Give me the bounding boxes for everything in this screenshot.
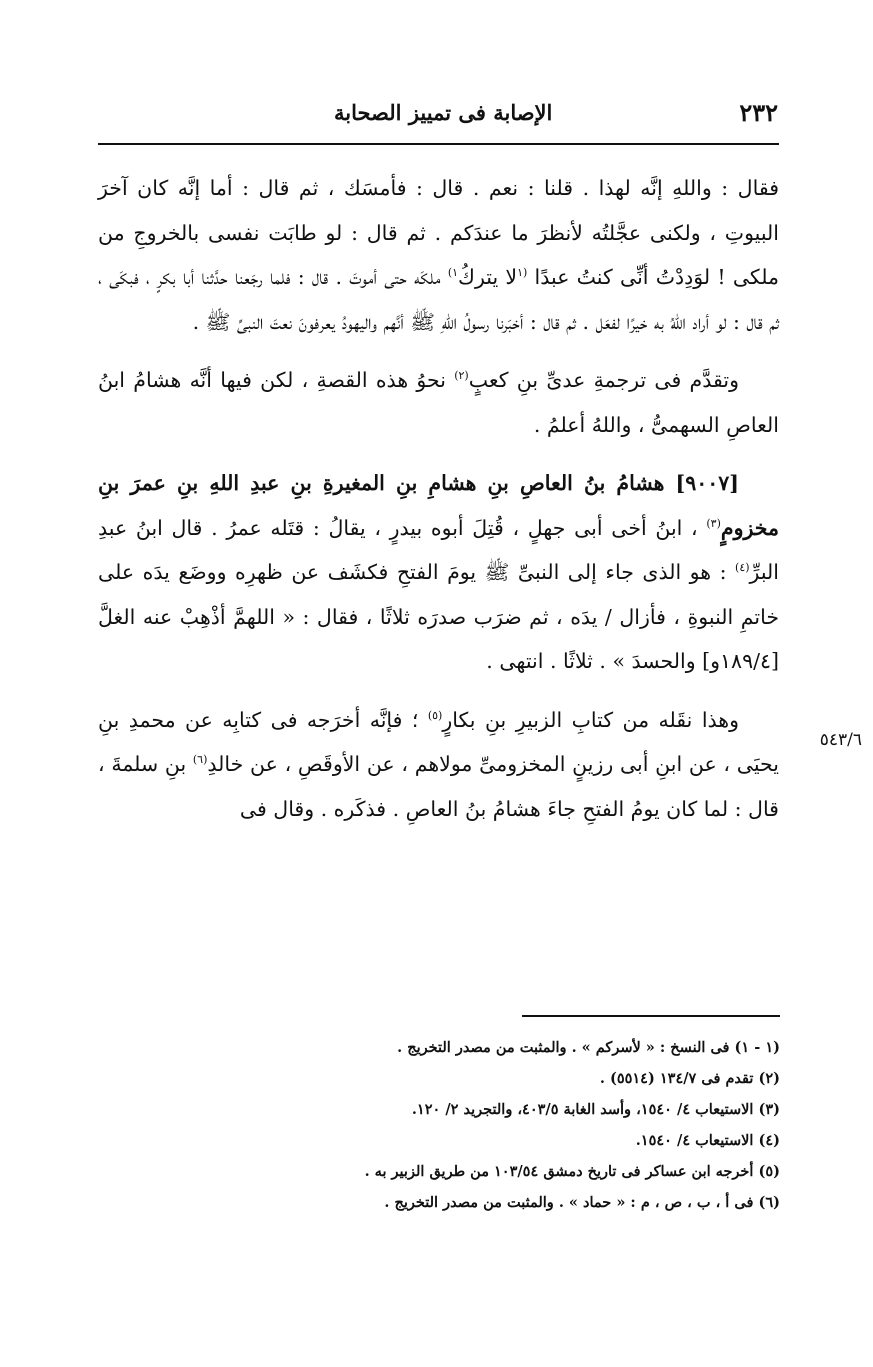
footnote-marker: ١) (447, 266, 459, 280)
paragraph-4 (98, 698, 779, 832)
main-text (98, 166, 779, 845)
footnote-marker: (٤) (735, 561, 750, 575)
footnotes (200, 1032, 780, 1218)
running-title: الإصابة فى تمييز الصحابة (334, 99, 553, 125)
footnote: (٤) الاستيعاب ٤/ ١٥٤٠. (635, 1132, 780, 1149)
text-run: ، ابنُ أخى أبى جهلٍ ، قُتِلَ أبوه بيدرٍ ، يقالُ : قتَله عمرُ . قال ابنُ عبدِ البرِّ (98, 515, 779, 584)
footnote-marker: (٢) (454, 369, 469, 383)
margin-reference: ٥٤٣/٦ (819, 730, 862, 750)
footnote-rule (522, 1015, 780, 1017)
paragraph-1 (98, 166, 779, 344)
footnote-marker: (١ (517, 266, 528, 280)
text-run: ؛ فإنَّه أخرَجه فى كتابِه عن محمدِ بنِ يحيَى ، عن ابنِ أبى رزينٍ المخزومىِّ مولاهم ، عن الأوقَصِ ، عن خالدِ (98, 707, 779, 776)
footnote: (٣) الاستيعاب ٤/ ١٥٤٠، وأسد الغابة ٤٠٣/٥، والتجريد ٢/ ١٢٠. (411, 1101, 780, 1118)
footnote: (١ - ١) فى النسخ : « لأسركم » . والمثبت من مصدر التخريج . (397, 1039, 780, 1056)
text-run: وتقدَّم فى ترجمةِ عدىِّ بنِ كعبٍ (468, 368, 739, 392)
header-rule (98, 143, 779, 145)
footnote-marker: (٦) (192, 753, 208, 767)
page-header (98, 92, 778, 132)
text-run: نحوُ هذه القصةِ ، لكن فيها أنَّه هشامُ ابنُ العاصِ السهمىُّ ، واللهُ أعلمُ . (98, 368, 779, 437)
text-run: : هو الذى جاء إلى النبىِّ ﷺ يومَ الفتحِ فكشَف عن ظهرِه ووضَع يدَه على خاتمِ النبوةِ ، فأزال / يدَه ، ثم ضرَب صدرَه ثلاثًا ، فقال : « اللهمَّ أذْهِبْ عنه الغلَّ [١٨٩/٤و] والحسدَ » . ثلاثًا . انتهى . (98, 560, 779, 673)
page-number: ٢٣٢ (739, 97, 778, 127)
footnote-marker: (٣) (706, 516, 721, 530)
text-run: وهذا نقَله من كتابِ الزبيرِ بنِ بكارٍ (442, 707, 739, 732)
footnote: (٢) تقدم فى ١٣٤/٧ (٥٥١٤) . (599, 1070, 780, 1087)
text-run: بنِ سلمةَ ، قال : لما كان يومُ الفتحِ جاءَ هشامُ بنُ العاصِ . فذكَره . وقال فى (98, 752, 779, 821)
paragraph-2 (98, 358, 779, 447)
entry-paragraph (98, 461, 779, 684)
footnote: (٦) فى أ ، ب ، ص ، م : « حماد » . والمثبت من مصدر التخريج . (384, 1194, 780, 1211)
text-run: لا يتركُ (458, 265, 518, 289)
footnote-marker: (٥) (427, 708, 443, 722)
text-run: ملكَه حتى أموتَ . قال : فلما رجَعنا حدَّثنا أبا بكرٍ ، فبكَى ، ثم قال : لو أراد اللهُ به خيرًا لفعَل . ثم قال : أخبَرنا رسولُ اللهِ ﷺ أنَّهم واليهودُ يعرفونَ نعتَ النبىِّ ﷺ . (98, 265, 779, 334)
footnote: (٥) أخرجه ابن عساكر فى تاريخ دمشق ١٠٣/٥٤ من طريق الزبير به . (364, 1163, 780, 1180)
text-run: فقال : واللهِ إنَّه لهذا . قلنا : نعم . قال : فأمسَك ، ثم قال : أما إنَّه كان آخرَ البيوتِ ، ولكنى عجَّلتُه لأنظرَ ما عندَكم . ثم قال : لو طابَت نفسى بالخروجِ من ملكى ! لوَدِدْتُ أنِّى كنتُ عبدًا (98, 176, 780, 289)
entry-heading: [٩٠٠٧] هشامُ بنُ العاصِ بنِ هشامِ بنِ المغيرةِ بنِ عبدِ اللهِ بنِ عمرَ بنِ مخزومٍ (98, 471, 779, 540)
